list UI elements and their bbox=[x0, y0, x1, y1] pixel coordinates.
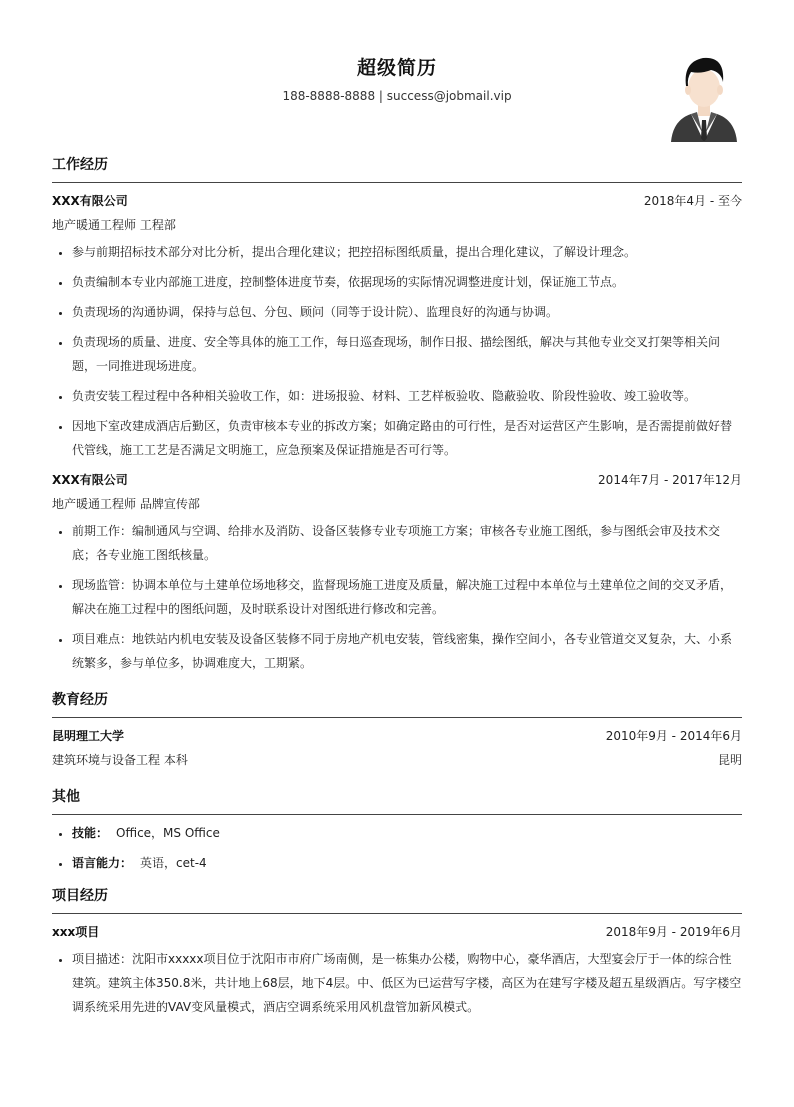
job-role: 地产暖通工程师 工程部 bbox=[52, 218, 176, 232]
list-item: • 负责现场的沟通协调，保持与总包、分包、顾问（同等于设计院）、监理良好的沟通与协调。 bbox=[72, 300, 742, 324]
job-role: 地产暖通工程师 品牌宣传部 bbox=[52, 497, 200, 511]
other-section bbox=[52, 786, 742, 875]
list-item: • 负责编制本专业内部施工进度，控制整体进度节奏，依据现场的实际情况调整进度计划，保证施工节点。 bbox=[72, 270, 742, 294]
list-item bbox=[72, 821, 742, 845]
job-company: XXX有限公司 bbox=[52, 473, 128, 487]
education-major: 建筑环境与设备工程 本科 bbox=[52, 753, 188, 767]
other-value: Office，MS Office bbox=[116, 826, 220, 840]
education-section bbox=[52, 689, 742, 772]
education-location: 昆明 bbox=[717, 753, 742, 767]
education-date: 2010年9月 - 2014年6月 bbox=[605, 729, 742, 743]
section-title-projects: 项目经历 bbox=[52, 885, 742, 914]
list-item: • 因地下室改建成酒店后勤区，负责审核本专业的拆改方案；如确定路由的可行性，是否对运营区产生影响，是否需提前做好替代管线，施工工艺是否满足文明施工，应急预案及保证措施是否可行等。 bbox=[72, 414, 742, 462]
job-bullets bbox=[52, 519, 742, 675]
project-name: xxx项目 bbox=[52, 925, 100, 939]
job-entry bbox=[52, 468, 742, 675]
project-date: 2018年9月 - 2019年6月 bbox=[605, 925, 742, 939]
section-title-other: 其他 bbox=[52, 786, 742, 815]
project-bullets bbox=[52, 947, 742, 1019]
job-company: XXX有限公司 bbox=[52, 194, 128, 208]
job-bullets bbox=[52, 240, 742, 462]
list-item: • 现场监管：协调本单位与土建单位场地移交，监督现场施工进度及质量，解决施工过程中本单位与土建单位之间的交叉矛盾，解决在施工过程中的图纸问题，及时联系设计对图纸进行修改和完善。 bbox=[72, 573, 742, 621]
list-item: • 负责现场的质量、进度、安全等具体的施工工作，每日巡查现场，制作日报、描绘图纸，解决与其他专业交叉打架等相关问题，一同推进现场进度。 bbox=[72, 330, 742, 378]
job-entry bbox=[52, 189, 742, 462]
candidate-name: 超级简历 bbox=[356, 57, 437, 79]
section-title-education: 教育经历 bbox=[52, 689, 742, 718]
resume-header bbox=[52, 0, 742, 146]
list-item: • 前期工作：编制通风与空调、给排水及消防、设备区装修专业专项施工方案；审核各专业施工图纸，参与图纸会审及技术交底；各专业施工图纸核量。 bbox=[72, 519, 742, 567]
other-key: 技能： bbox=[72, 826, 109, 840]
other-key: 语言能力： bbox=[72, 856, 133, 870]
projects-section bbox=[52, 885, 742, 1019]
list-item: • 参与前期招标技术部分对比分析，提出合理化建议；把控招标图纸质量，提出合理化建议，了解设计理念。 bbox=[72, 240, 742, 264]
other-value: 英语，cet-4 bbox=[140, 856, 207, 870]
list-item: • 项目难点：地铁站内机电安装及设备区装修不同于房地产机电安装，管线密集，操作空间小，各专业管道交叉复杂，大、小系统繁多，参与单位多，协调难度大，工期紧。 bbox=[72, 627, 742, 675]
list-item bbox=[72, 851, 742, 875]
list-item: • 负责安装工程过程中各种相关验收工作，如：进场报验、材料、工艺样板验收、隐蔽验收、阶段性验收、竣工验收等。 bbox=[72, 384, 742, 408]
list-item: • 项目描述：沈阳市xxxxx项目位于沈阳市市府广场南侧，是一栋集办公楼，购物中心，豪华酒店，大型宴会厅于一体的综合性建筑。建筑主体350.8米，共计地上68层，地下4层。中、低区为已运营写字楼，高区为在建写字楼及超五星级酒店。写字楼空调系统采用先进的VAV变风量模式，酒店空调系统采用风机盘管加新风模式。 bbox=[72, 947, 742, 1019]
job-date: 2018年4月 - 至今 bbox=[643, 194, 742, 208]
other-list bbox=[52, 821, 742, 875]
section-title-work: 工作经历 bbox=[52, 154, 742, 183]
resume-page bbox=[52, 0, 742, 1025]
job-date: 2014年7月 - 2017年12月 bbox=[598, 473, 742, 487]
school-name: 昆明理工大学 bbox=[52, 729, 125, 743]
avatar-icon bbox=[667, 52, 741, 142]
work-section bbox=[52, 154, 742, 675]
contact-info: 188-8888-8888 | success@jobmail.vip bbox=[282, 89, 512, 103]
